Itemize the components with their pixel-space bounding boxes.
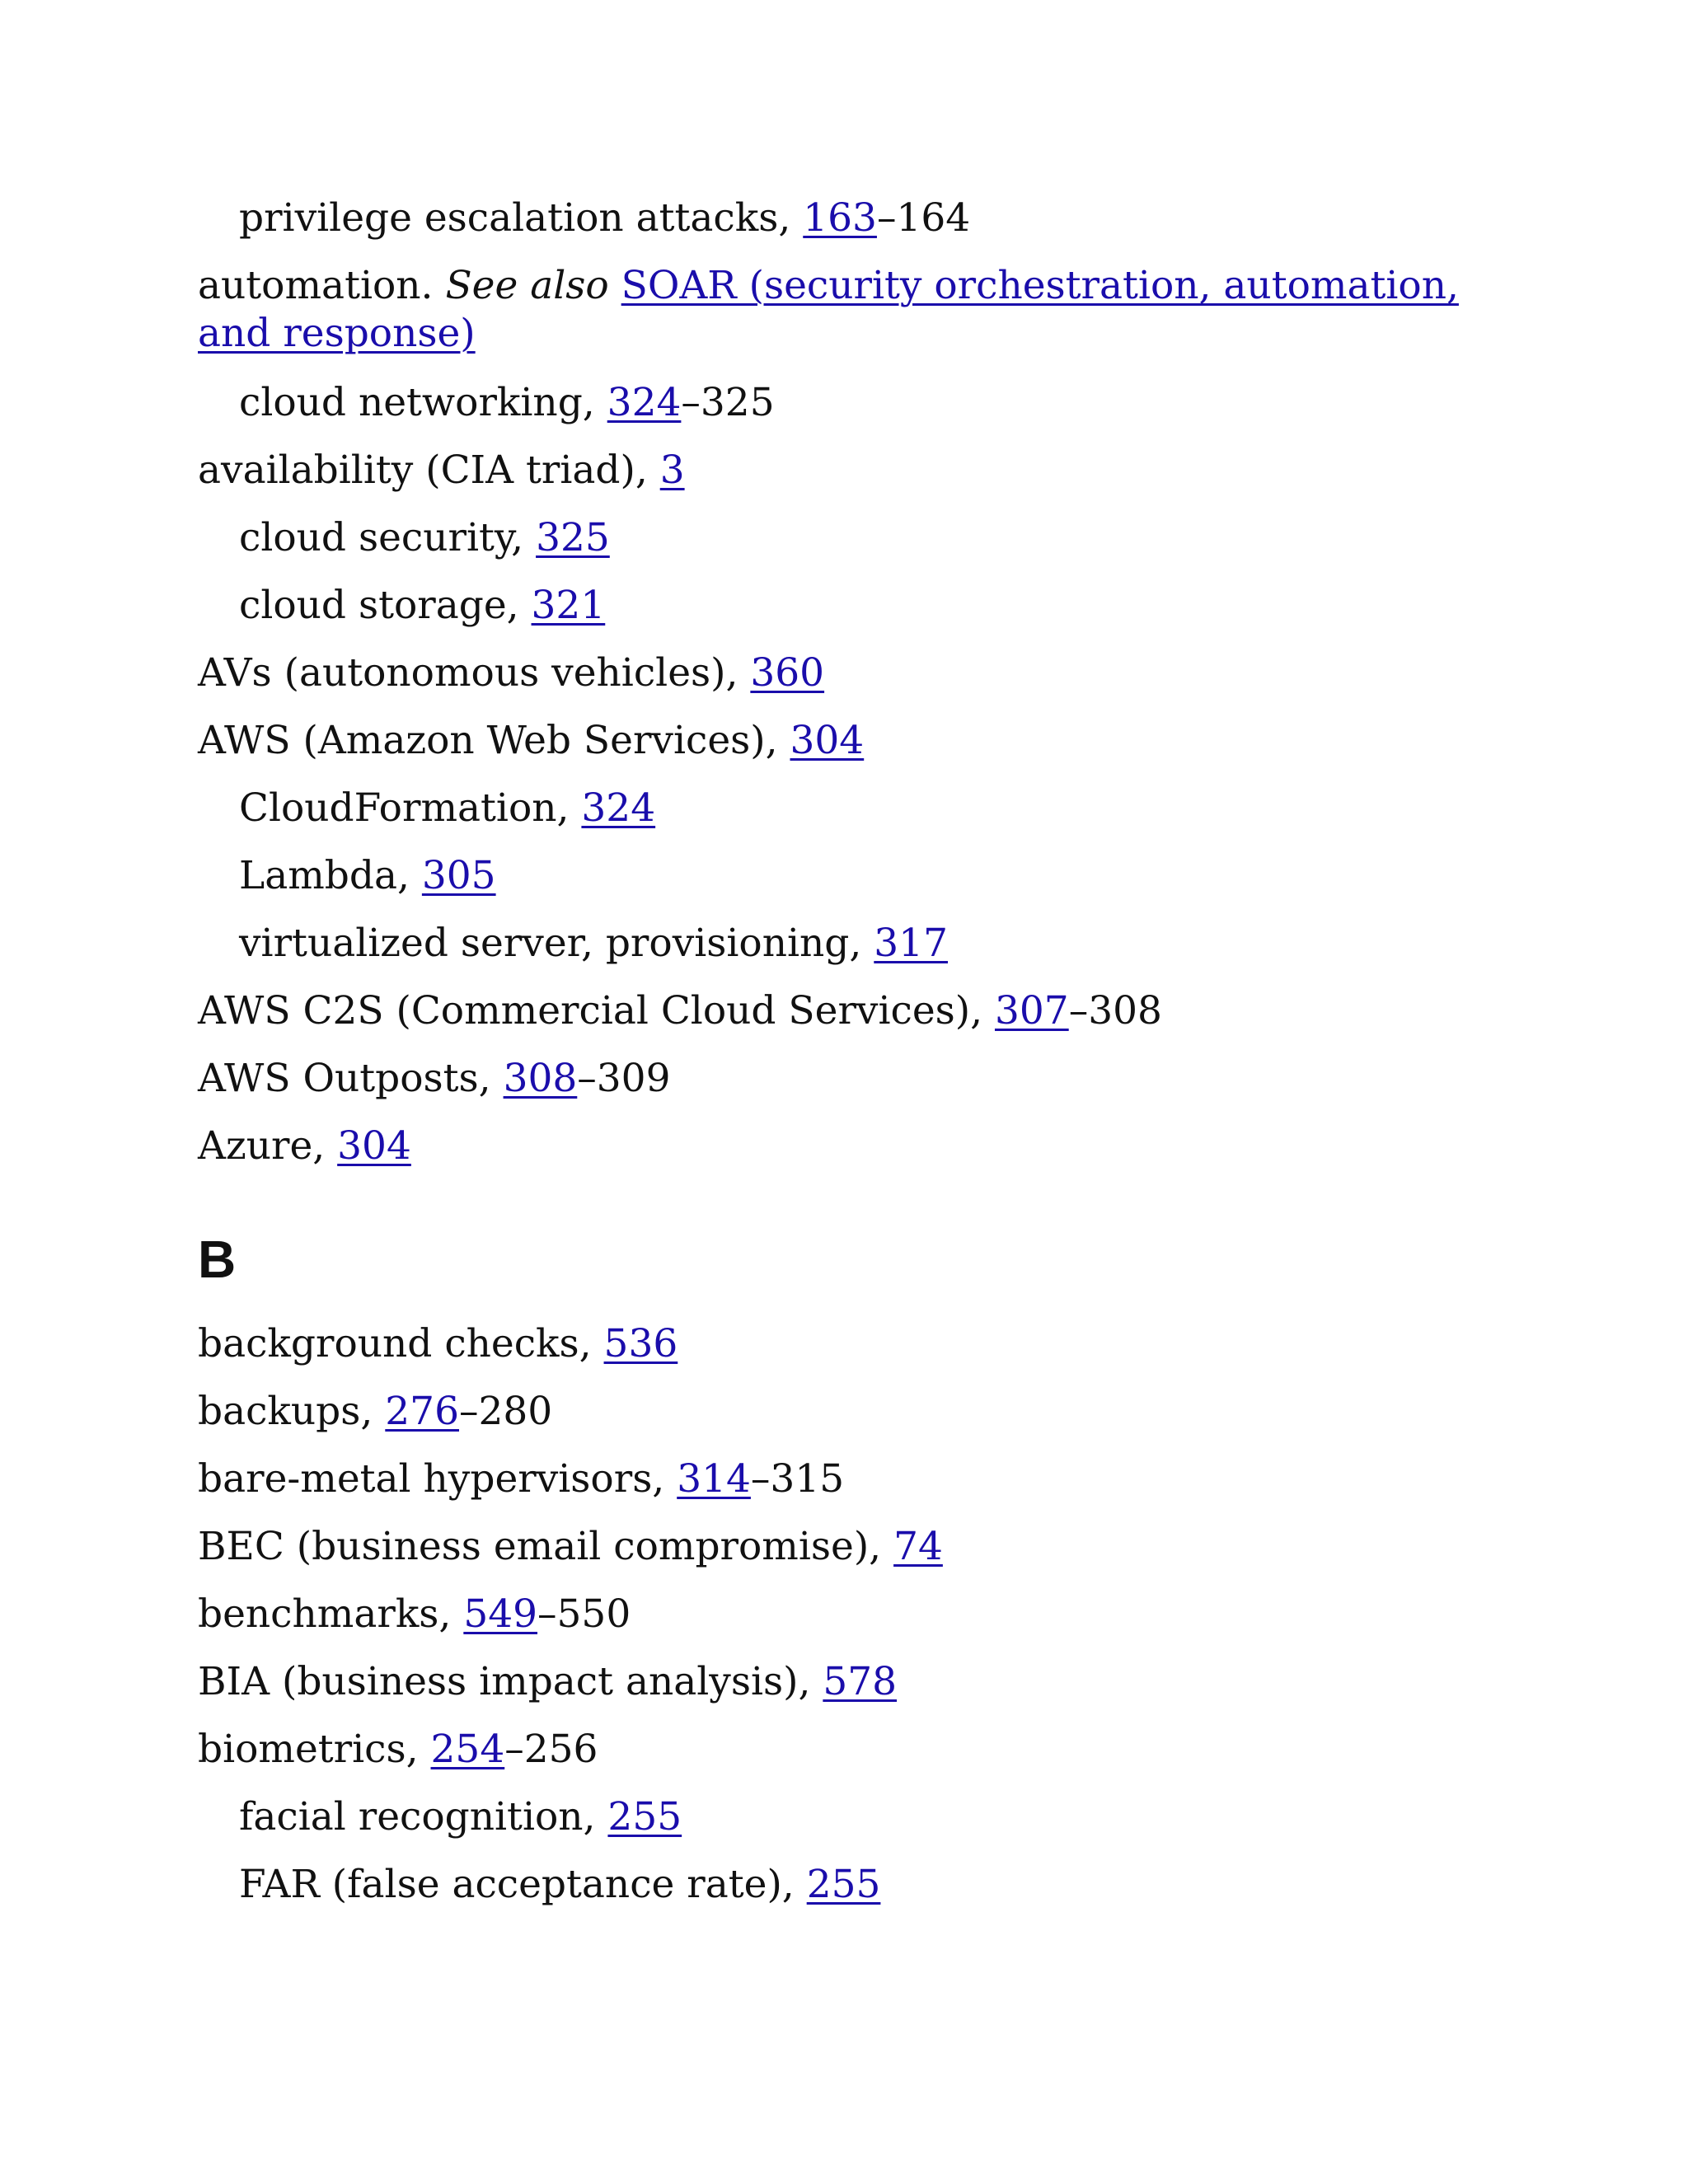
- page-link[interactable]: 317: [874, 921, 948, 966]
- index-entry: [239, 514, 1525, 562]
- page-link[interactable]: 276: [385, 1389, 459, 1434]
- page-range-end: –315: [750, 1456, 845, 1502]
- index-entry: [198, 262, 1484, 358]
- page-range-end: –308: [1068, 988, 1162, 1033]
- index-entry: [198, 987, 1484, 1035]
- entry-term: automation.: [198, 263, 446, 308]
- entry-term: privilege escalation attacks,: [239, 195, 804, 241]
- entry-term: benchmarks,: [198, 1591, 464, 1637]
- entry-term: AWS C2S (Commercial Cloud Services),: [198, 988, 995, 1033]
- index-entry: [198, 1726, 1484, 1774]
- index-entry: [198, 717, 1484, 765]
- entry-term: biometrics,: [198, 1727, 431, 1772]
- page-link[interactable]: 255: [607, 1794, 682, 1840]
- cross-reference-link[interactable]: SOAR (security orchestration, automation, and response): [198, 263, 1459, 356]
- page-link[interactable]: 74: [893, 1524, 943, 1569]
- page-link[interactable]: 254: [430, 1727, 505, 1772]
- entry-term: FAR (false acceptance rate),: [239, 1862, 807, 1907]
- index-entry: [198, 1122, 1484, 1170]
- entry-term: bare-metal hypervisors,: [198, 1456, 678, 1502]
- page-link[interactable]: 314: [677, 1456, 751, 1502]
- section-letter-heading: B: [198, 1230, 237, 1289]
- entry-term: facial recognition,: [239, 1794, 608, 1840]
- index-entry: [239, 582, 1525, 630]
- entry-term: AWS Outposts,: [198, 1056, 504, 1101]
- page-link[interactable]: 578: [823, 1659, 898, 1704]
- page-link[interactable]: 321: [531, 583, 606, 628]
- page-link[interactable]: 549: [463, 1591, 538, 1637]
- entry-term: background checks,: [198, 1321, 604, 1366]
- index-entry: [198, 1591, 1484, 1638]
- index-entry: [198, 1455, 1484, 1503]
- page-link[interactable]: 304: [790, 718, 865, 763]
- see-also-label: See also: [445, 263, 609, 308]
- page-link[interactable]: 324: [581, 785, 656, 831]
- entry-term: cloud storage,: [239, 583, 532, 628]
- page-link[interactable]: 305: [421, 853, 496, 898]
- entry-term: virtualized server, provisioning,: [239, 921, 874, 966]
- entry-term: cloud security,: [239, 515, 537, 560]
- index-entry: [239, 1793, 1525, 1841]
- page-range-end: –325: [681, 380, 775, 425]
- entry-term: Azure,: [198, 1123, 338, 1169]
- entry-term: BIA (business impact analysis),: [198, 1659, 823, 1704]
- entry-term: AWS (Amazon Web Services),: [198, 718, 790, 763]
- index-entry: [239, 852, 1525, 900]
- index-entry: [198, 1523, 1484, 1571]
- index-entry: [198, 1658, 1484, 1706]
- index-entry: [239, 1861, 1525, 1909]
- page-link[interactable]: 360: [750, 650, 825, 696]
- index-entry: [239, 785, 1525, 832]
- page-link[interactable]: 307: [994, 988, 1069, 1033]
- page-range-end: –164: [876, 195, 971, 241]
- entry-term: backups,: [198, 1389, 386, 1434]
- page-range-end: –256: [504, 1727, 598, 1772]
- index-entry: [198, 649, 1484, 697]
- page-link[interactable]: 163: [803, 195, 877, 241]
- index-entry: [198, 1388, 1484, 1436]
- page-range-end: –280: [459, 1389, 553, 1434]
- page-range-end: –550: [537, 1591, 631, 1637]
- index-entry: [198, 1055, 1484, 1103]
- entry-term: CloudFormation,: [239, 785, 582, 831]
- index-entry: [239, 920, 1525, 968]
- page-link[interactable]: 3: [659, 448, 685, 493]
- page-link[interactable]: 304: [337, 1123, 411, 1169]
- index-entry: [239, 194, 1525, 242]
- entry-term: AVs (autonomous vehicles),: [198, 650, 751, 696]
- index-entry: [239, 379, 1525, 427]
- page-link[interactable]: 255: [806, 1862, 881, 1907]
- page-range-end: –309: [577, 1056, 671, 1101]
- entry-term: BEC (business email compromise),: [198, 1524, 894, 1569]
- entry-term: cloud networking,: [239, 380, 607, 425]
- index-entry: [198, 1320, 1484, 1368]
- index-entry: [198, 447, 1484, 494]
- page-link[interactable]: 308: [503, 1056, 578, 1101]
- page-link[interactable]: 536: [603, 1321, 678, 1366]
- page-link[interactable]: 324: [607, 380, 682, 425]
- page-link[interactable]: 325: [536, 515, 610, 560]
- entry-term: Lambda,: [239, 853, 422, 898]
- entry-term: availability (CIA triad),: [198, 448, 660, 493]
